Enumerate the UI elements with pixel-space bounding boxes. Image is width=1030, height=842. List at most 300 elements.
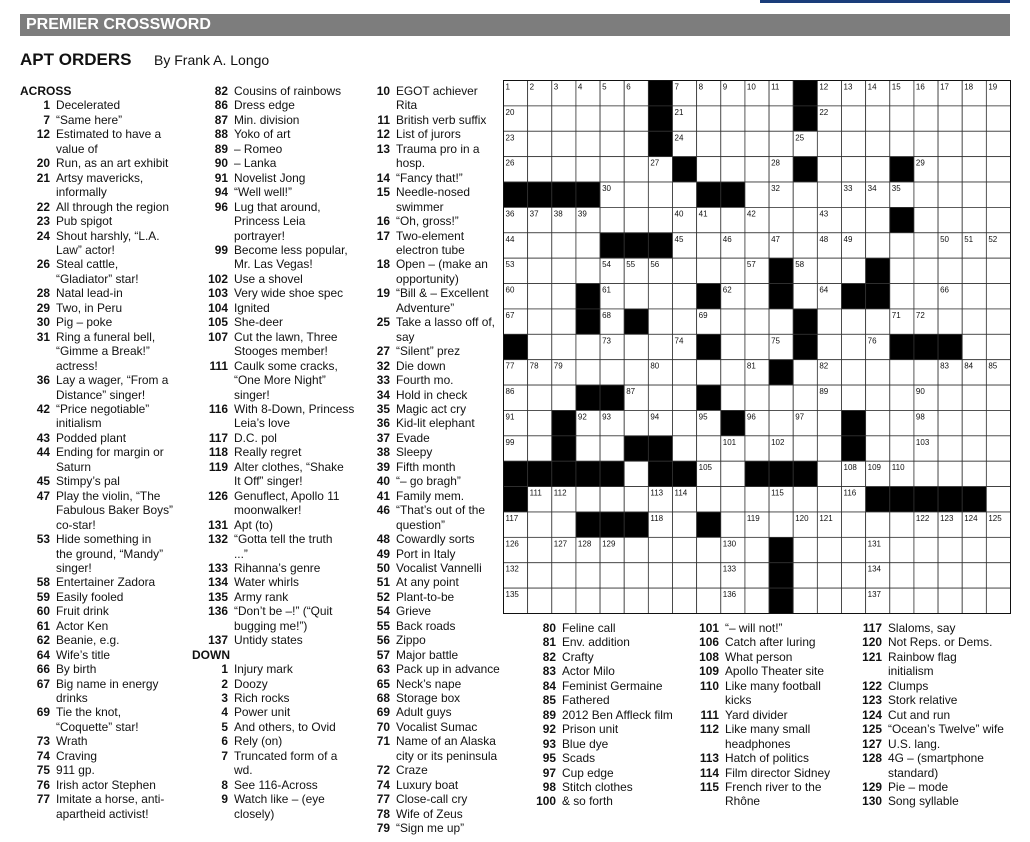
grid-cell[interactable] bbox=[624, 334, 648, 359]
cell-number: 4 bbox=[577, 82, 583, 92]
grid-cell[interactable] bbox=[528, 385, 552, 410]
grid-cell[interactable] bbox=[914, 106, 938, 131]
grid-cell[interactable] bbox=[648, 385, 672, 410]
grid-cell[interactable] bbox=[793, 385, 817, 410]
grid-cell[interactable] bbox=[914, 284, 938, 309]
grid-cell[interactable] bbox=[528, 233, 552, 258]
clue-text: Like many small bbox=[725, 722, 811, 737]
grid-cell[interactable] bbox=[745, 309, 769, 334]
clue-text: Use a shovel bbox=[234, 271, 303, 286]
grid-cell[interactable] bbox=[986, 461, 1010, 486]
grid-cell[interactable] bbox=[986, 385, 1010, 410]
grid-cell[interactable] bbox=[866, 410, 890, 435]
grid-cell[interactable] bbox=[697, 106, 721, 131]
grid-cell[interactable] bbox=[552, 233, 576, 258]
grid-cell[interactable] bbox=[697, 563, 721, 588]
cell-number: 6 bbox=[626, 82, 631, 92]
grid-cell[interactable] bbox=[817, 182, 841, 207]
grid-cell[interactable] bbox=[793, 537, 817, 562]
clue-line bbox=[362, 705, 500, 719]
grid-cell[interactable] bbox=[890, 563, 914, 588]
grid-cell[interactable] bbox=[793, 360, 817, 385]
grid-cell[interactable] bbox=[624, 588, 648, 613]
grid-cell[interactable] bbox=[552, 258, 576, 283]
grid-cell[interactable] bbox=[842, 588, 866, 613]
grid-cell[interactable] bbox=[528, 410, 552, 435]
grid-block bbox=[552, 461, 576, 486]
grid-cell[interactable] bbox=[673, 537, 697, 562]
grid-cell[interactable] bbox=[673, 385, 697, 410]
grid-cell[interactable] bbox=[914, 563, 938, 588]
grid-cell[interactable] bbox=[866, 385, 890, 410]
grid-cell[interactable] bbox=[817, 131, 841, 156]
grid-cell[interactable] bbox=[817, 157, 841, 182]
grid-cell[interactable] bbox=[745, 436, 769, 461]
grid-cell[interactable] bbox=[624, 106, 648, 131]
crossword-grid[interactable] bbox=[503, 80, 1011, 614]
grid-cell[interactable] bbox=[890, 284, 914, 309]
grid-cell[interactable] bbox=[842, 207, 866, 232]
grid-cell[interactable] bbox=[962, 157, 986, 182]
grid-cell[interactable] bbox=[552, 334, 576, 359]
grid-cell[interactable] bbox=[817, 334, 841, 359]
clue-line bbox=[20, 489, 188, 503]
grid-cell[interactable] bbox=[914, 182, 938, 207]
grid-cell[interactable] bbox=[938, 309, 962, 334]
grid-cell[interactable] bbox=[817, 563, 841, 588]
grid-cell[interactable] bbox=[817, 436, 841, 461]
grid-cell[interactable] bbox=[890, 588, 914, 613]
grid-cell[interactable] bbox=[721, 258, 745, 283]
grid-cell[interactable] bbox=[890, 106, 914, 131]
clue-line bbox=[846, 722, 1016, 736]
grid-cell[interactable] bbox=[552, 284, 576, 309]
grid-cell[interactable] bbox=[673, 309, 697, 334]
grid-cell[interactable] bbox=[842, 157, 866, 182]
grid-cell[interactable] bbox=[914, 131, 938, 156]
grid-cell[interactable] bbox=[624, 157, 648, 182]
grid-cell[interactable] bbox=[673, 258, 697, 283]
grid-cell[interactable] bbox=[600, 588, 624, 613]
grid-cell[interactable] bbox=[576, 233, 600, 258]
grid-cell[interactable] bbox=[769, 309, 793, 334]
grid-cell[interactable] bbox=[528, 537, 552, 562]
grid-cell[interactable] bbox=[528, 512, 552, 537]
clue-text: “– will not!” bbox=[725, 621, 783, 635]
clue-number: 107 bbox=[208, 329, 228, 344]
grid-cell[interactable] bbox=[600, 157, 624, 182]
grid-cell[interactable] bbox=[962, 106, 986, 131]
cell-number: 39 bbox=[577, 209, 587, 219]
grid-cell[interactable] bbox=[914, 461, 938, 486]
grid-cell[interactable] bbox=[938, 461, 962, 486]
grid-cell[interactable] bbox=[986, 207, 1010, 232]
grid-cell[interactable] bbox=[986, 410, 1010, 435]
grid-cell[interactable] bbox=[721, 385, 745, 410]
grid-cell[interactable] bbox=[962, 334, 986, 359]
grid-cell[interactable] bbox=[721, 157, 745, 182]
clue-number: 48 bbox=[376, 532, 390, 547]
cell-number: 117 bbox=[505, 513, 519, 523]
grid-cell[interactable] bbox=[648, 563, 672, 588]
cell-number: 92 bbox=[577, 412, 587, 422]
grid-cell[interactable] bbox=[793, 207, 817, 232]
grid-cell[interactable] bbox=[576, 106, 600, 131]
grid-cell[interactable] bbox=[697, 537, 721, 562]
grid-cell[interactable] bbox=[962, 284, 986, 309]
grid-cell[interactable] bbox=[721, 360, 745, 385]
grid-cell[interactable] bbox=[866, 309, 890, 334]
grid-cell[interactable] bbox=[962, 309, 986, 334]
grid-cell[interactable] bbox=[890, 233, 914, 258]
grid-cell[interactable] bbox=[600, 360, 624, 385]
grid-cell[interactable] bbox=[986, 182, 1010, 207]
grid-cell[interactable] bbox=[938, 106, 962, 131]
grid-cell[interactable] bbox=[721, 461, 745, 486]
grid-block bbox=[793, 106, 817, 131]
grid-cell[interactable] bbox=[890, 385, 914, 410]
clue-line bbox=[192, 792, 362, 806]
clue-number: 72 bbox=[376, 763, 390, 778]
clue-number: 50 bbox=[376, 560, 390, 575]
clue-number: 94 bbox=[214, 185, 228, 200]
grid-cell[interactable] bbox=[624, 284, 648, 309]
clue-text: At any point bbox=[396, 575, 459, 590]
grid-cell[interactable] bbox=[648, 182, 672, 207]
grid-cell[interactable] bbox=[817, 537, 841, 562]
grid-cell[interactable] bbox=[697, 487, 721, 512]
grid-cell[interactable] bbox=[866, 207, 890, 232]
clue-text: Fathered bbox=[562, 693, 610, 708]
grid-cell[interactable] bbox=[793, 588, 817, 613]
grid-cell[interactable] bbox=[769, 410, 793, 435]
grid-cell[interactable] bbox=[624, 487, 648, 512]
grid-cell[interactable] bbox=[576, 334, 600, 359]
grid-cell[interactable] bbox=[938, 157, 962, 182]
clue-number: 33 bbox=[376, 373, 390, 388]
grid-cell[interactable] bbox=[673, 182, 697, 207]
grid-cell[interactable] bbox=[697, 131, 721, 156]
cell-number: 18 bbox=[964, 82, 974, 92]
grid-cell[interactable] bbox=[986, 258, 1010, 283]
grid-cell[interactable] bbox=[648, 309, 672, 334]
grid-cell[interactable] bbox=[600, 106, 624, 131]
grid-cell[interactable] bbox=[745, 157, 769, 182]
grid-cell[interactable] bbox=[890, 537, 914, 562]
grid-cell[interactable] bbox=[769, 385, 793, 410]
grid-cell[interactable] bbox=[986, 563, 1010, 588]
clue-text: Artsy mavericks, bbox=[56, 170, 144, 185]
grid-cell[interactable] bbox=[842, 537, 866, 562]
grid-cell[interactable] bbox=[986, 157, 1010, 182]
grid-cell[interactable] bbox=[697, 436, 721, 461]
grid-cell[interactable] bbox=[914, 537, 938, 562]
clue-line bbox=[192, 503, 362, 517]
grid-cell[interactable] bbox=[842, 309, 866, 334]
grid-cell[interactable] bbox=[914, 207, 938, 232]
grid-cell[interactable] bbox=[745, 131, 769, 156]
grid-cell[interactable] bbox=[552, 385, 576, 410]
grid-cell[interactable] bbox=[673, 588, 697, 613]
grid-cell[interactable] bbox=[745, 487, 769, 512]
grid-cell[interactable] bbox=[890, 436, 914, 461]
grid-cell[interactable] bbox=[673, 410, 697, 435]
grid-cell[interactable] bbox=[745, 106, 769, 131]
clue-text: Scads bbox=[562, 751, 596, 766]
grid-cell[interactable] bbox=[624, 410, 648, 435]
grid-cell[interactable] bbox=[842, 258, 866, 283]
clue-number: 47 bbox=[36, 488, 50, 503]
grid-cell[interactable] bbox=[552, 157, 576, 182]
grid-cell[interactable] bbox=[721, 309, 745, 334]
grid-cell[interactable] bbox=[673, 563, 697, 588]
grid-cell[interactable] bbox=[600, 436, 624, 461]
grid-cell[interactable] bbox=[624, 461, 648, 486]
grid-cell[interactable] bbox=[842, 106, 866, 131]
clue-text: – Romeo bbox=[234, 141, 283, 156]
grid-block bbox=[793, 81, 817, 106]
grid-cell[interactable] bbox=[600, 563, 624, 588]
grid-block bbox=[624, 309, 648, 334]
grid-cell[interactable] bbox=[576, 360, 600, 385]
grid-cell[interactable] bbox=[842, 360, 866, 385]
grid-cell[interactable] bbox=[890, 512, 914, 537]
grid-cell[interactable] bbox=[576, 436, 600, 461]
grid-cell[interactable] bbox=[648, 537, 672, 562]
grid-cell[interactable] bbox=[600, 131, 624, 156]
grid-cell[interactable] bbox=[962, 131, 986, 156]
grid-cell[interactable] bbox=[938, 410, 962, 435]
cell-number: 69 bbox=[698, 310, 708, 320]
grid-cell[interactable] bbox=[817, 410, 841, 435]
cell-number: 16 bbox=[915, 82, 925, 92]
grid-cell[interactable] bbox=[914, 258, 938, 283]
grid-cell[interactable] bbox=[528, 258, 552, 283]
grid-cell[interactable] bbox=[721, 512, 745, 537]
grid-cell[interactable] bbox=[769, 106, 793, 131]
grid-cell[interactable] bbox=[624, 360, 648, 385]
grid-cell[interactable] bbox=[986, 106, 1010, 131]
clue-text: Like many football bbox=[725, 678, 821, 693]
grid-cell[interactable] bbox=[914, 360, 938, 385]
grid-cell[interactable] bbox=[866, 436, 890, 461]
grid-cell[interactable] bbox=[745, 284, 769, 309]
grid-cell[interactable] bbox=[938, 385, 962, 410]
grid-cell[interactable] bbox=[890, 410, 914, 435]
grid-cell[interactable] bbox=[938, 436, 962, 461]
grid-cell[interactable] bbox=[962, 182, 986, 207]
grid-cell[interactable] bbox=[842, 563, 866, 588]
clue-number: 117 bbox=[862, 621, 882, 635]
grid-cell[interactable] bbox=[528, 284, 552, 309]
grid-cell[interactable] bbox=[528, 563, 552, 588]
grid-cell[interactable] bbox=[938, 182, 962, 207]
grid-cell[interactable] bbox=[842, 512, 866, 537]
grid-cell[interactable] bbox=[769, 512, 793, 537]
grid-cell[interactable] bbox=[986, 588, 1010, 613]
grid-cell[interactable] bbox=[528, 131, 552, 156]
grid-cell[interactable] bbox=[600, 487, 624, 512]
grid-cell[interactable] bbox=[962, 537, 986, 562]
grid-cell[interactable] bbox=[817, 588, 841, 613]
grid-cell[interactable] bbox=[528, 157, 552, 182]
grid-cell[interactable] bbox=[745, 334, 769, 359]
grid-cell[interactable] bbox=[962, 410, 986, 435]
grid-cell[interactable] bbox=[769, 131, 793, 156]
grid-cell[interactable] bbox=[697, 258, 721, 283]
grid-cell[interactable] bbox=[697, 233, 721, 258]
grid-cell[interactable] bbox=[697, 360, 721, 385]
grid-cell[interactable] bbox=[673, 284, 697, 309]
grid-cell[interactable] bbox=[576, 588, 600, 613]
grid-cell[interactable] bbox=[938, 588, 962, 613]
grid-cell[interactable] bbox=[673, 360, 697, 385]
grid-cell[interactable] bbox=[890, 360, 914, 385]
grid-cell[interactable] bbox=[721, 106, 745, 131]
grid-cell[interactable] bbox=[986, 334, 1010, 359]
grid-cell[interactable] bbox=[817, 461, 841, 486]
clue-text: Play the violin, “The bbox=[56, 488, 161, 503]
clue-text: Cut the lawn, Three bbox=[234, 329, 338, 344]
grid-cell[interactable] bbox=[528, 334, 552, 359]
grid-cell[interactable] bbox=[866, 360, 890, 385]
grid-cell[interactable] bbox=[648, 207, 672, 232]
grid-cell[interactable] bbox=[938, 258, 962, 283]
grid-cell[interactable] bbox=[745, 563, 769, 588]
grid-cell[interactable] bbox=[986, 487, 1010, 512]
grid-cell[interactable] bbox=[769, 207, 793, 232]
grid-cell[interactable] bbox=[962, 461, 986, 486]
grid-cell[interactable] bbox=[624, 563, 648, 588]
grid-cell[interactable] bbox=[697, 588, 721, 613]
grid-cell[interactable] bbox=[673, 512, 697, 537]
grid-cell[interactable] bbox=[552, 563, 576, 588]
grid-cell[interactable] bbox=[986, 309, 1010, 334]
grid-cell[interactable] bbox=[793, 284, 817, 309]
grid-cell[interactable] bbox=[962, 436, 986, 461]
grid-cell[interactable] bbox=[890, 258, 914, 283]
grid-cell[interactable] bbox=[745, 588, 769, 613]
grid-cell[interactable] bbox=[793, 436, 817, 461]
grid-cell[interactable] bbox=[793, 233, 817, 258]
grid-cell[interactable] bbox=[866, 106, 890, 131]
grid-cell[interactable] bbox=[697, 157, 721, 182]
grid-cell[interactable] bbox=[600, 207, 624, 232]
grid-cell[interactable] bbox=[528, 309, 552, 334]
grid-cell[interactable] bbox=[576, 131, 600, 156]
grid-cell[interactable] bbox=[721, 334, 745, 359]
grid-cell[interactable] bbox=[745, 182, 769, 207]
grid-cell[interactable] bbox=[552, 588, 576, 613]
grid-cell[interactable] bbox=[648, 334, 672, 359]
grid-cell[interactable] bbox=[552, 512, 576, 537]
grid-cell[interactable] bbox=[576, 487, 600, 512]
grid-cell[interactable] bbox=[914, 588, 938, 613]
grid-cell[interactable] bbox=[624, 131, 648, 156]
clue-line bbox=[20, 633, 188, 647]
grid-cell[interactable] bbox=[745, 537, 769, 562]
grid-cell[interactable] bbox=[624, 207, 648, 232]
grid-cell[interactable] bbox=[624, 537, 648, 562]
cell-number: 85 bbox=[988, 361, 998, 371]
grid-cell[interactable] bbox=[866, 131, 890, 156]
grid-cell[interactable] bbox=[938, 207, 962, 232]
clue-text: Die down bbox=[396, 358, 446, 373]
grid-cell[interactable] bbox=[842, 131, 866, 156]
clue-number bbox=[192, 503, 234, 517]
clue-text: U.S. lang. bbox=[888, 736, 941, 751]
grid-cell[interactable] bbox=[528, 436, 552, 461]
clue-line bbox=[362, 590, 500, 604]
cell-number: 30 bbox=[602, 184, 611, 194]
grid-cell[interactable] bbox=[552, 309, 576, 334]
grid-cell[interactable] bbox=[721, 207, 745, 232]
grid-cell[interactable] bbox=[673, 436, 697, 461]
grid-cell[interactable] bbox=[938, 131, 962, 156]
grid-cell[interactable] bbox=[866, 512, 890, 537]
grid-cell[interactable] bbox=[986, 284, 1010, 309]
grid-cell[interactable] bbox=[962, 258, 986, 283]
grid-cell[interactable] bbox=[576, 258, 600, 283]
grid-cell[interactable] bbox=[962, 588, 986, 613]
grid-cell[interactable] bbox=[938, 563, 962, 588]
clue-text: And others, to Ovid bbox=[234, 719, 336, 734]
clue-number bbox=[846, 766, 888, 780]
grid-cell[interactable] bbox=[817, 487, 841, 512]
grid-cell[interactable] bbox=[866, 233, 890, 258]
grid-cell[interactable] bbox=[866, 157, 890, 182]
grid-cell[interactable] bbox=[817, 258, 841, 283]
clue-text: Back roads bbox=[396, 618, 456, 633]
grid-cell[interactable] bbox=[624, 182, 648, 207]
across-heading: ACROSS bbox=[20, 84, 72, 98]
grid-cell[interactable] bbox=[721, 131, 745, 156]
grid-cell[interactable] bbox=[962, 207, 986, 232]
grid-cell[interactable] bbox=[986, 436, 1010, 461]
grid-cell[interactable] bbox=[962, 385, 986, 410]
grid-cell[interactable] bbox=[552, 106, 576, 131]
grid-cell[interactable] bbox=[528, 588, 552, 613]
grid-cell[interactable] bbox=[576, 563, 600, 588]
grid-cell[interactable] bbox=[721, 487, 745, 512]
grid-cell[interactable] bbox=[793, 563, 817, 588]
grid-cell[interactable] bbox=[938, 537, 962, 562]
cell-number: 24 bbox=[674, 133, 684, 143]
grid-cell[interactable] bbox=[648, 284, 672, 309]
grid-cell[interactable] bbox=[890, 131, 914, 156]
grid-cell[interactable] bbox=[986, 537, 1010, 562]
grid-cell[interactable] bbox=[842, 385, 866, 410]
grid-cell[interactable] bbox=[962, 563, 986, 588]
grid-cell[interactable] bbox=[745, 233, 769, 258]
clue-line bbox=[20, 185, 188, 199]
grid-cell[interactable] bbox=[528, 106, 552, 131]
grid-cell[interactable] bbox=[648, 588, 672, 613]
grid-cell[interactable] bbox=[745, 385, 769, 410]
cell-number: 2 bbox=[529, 82, 535, 92]
grid-cell[interactable] bbox=[793, 487, 817, 512]
grid-cell[interactable] bbox=[817, 309, 841, 334]
grid-block bbox=[552, 436, 576, 461]
grid-cell[interactable] bbox=[986, 131, 1010, 156]
grid-cell[interactable] bbox=[914, 233, 938, 258]
grid-cell[interactable] bbox=[576, 157, 600, 182]
grid-cell[interactable] bbox=[793, 182, 817, 207]
cell-number: 23 bbox=[505, 133, 515, 143]
clue-line bbox=[20, 445, 188, 459]
grid-cell[interactable] bbox=[842, 334, 866, 359]
grid-cell[interactable] bbox=[552, 131, 576, 156]
